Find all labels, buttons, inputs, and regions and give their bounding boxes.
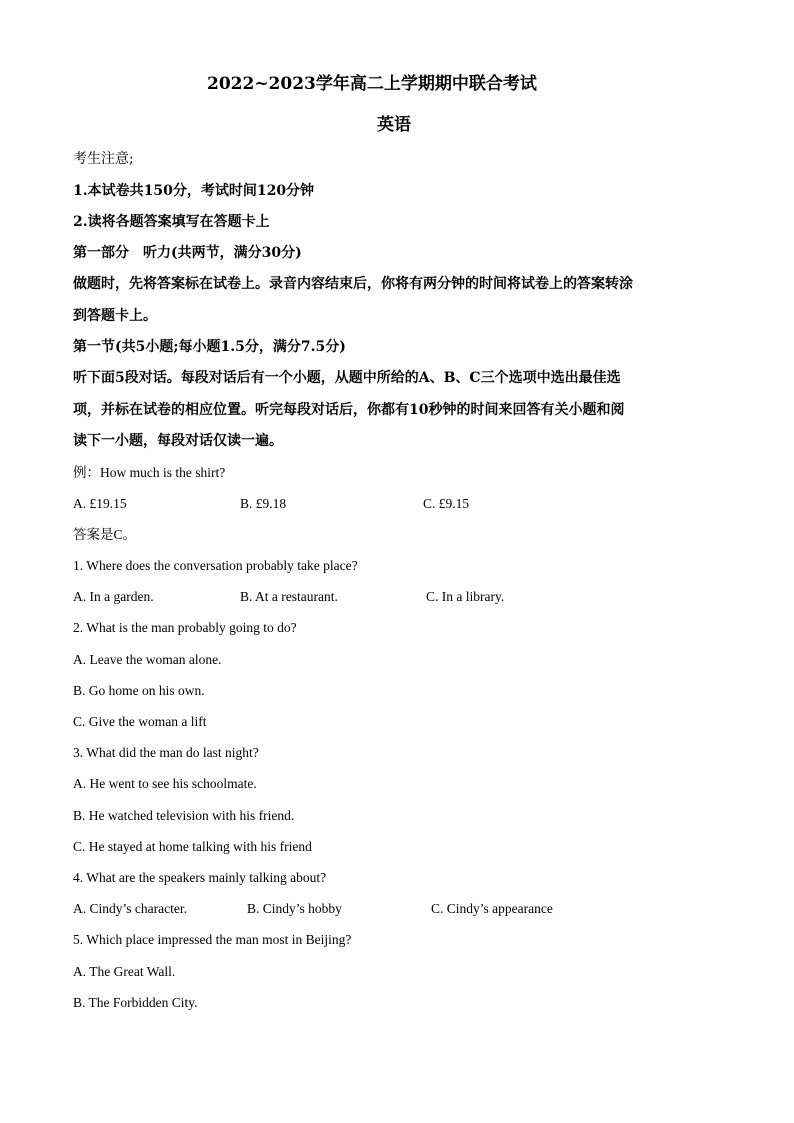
notice-item: 1.本试卷共150分，考试时间120分钟 [73, 183, 315, 199]
question-option: A. In a garden. [73, 589, 154, 604]
part1-heading: 第一部分 听力(共两节，满分30分) [73, 245, 302, 261]
section1-instruction-line: 项，并标在试卷的相应位置。听完每段对话后，你都有10秒钟的时间来回答有关小题和阅 [73, 402, 625, 418]
question-1: 1. Where does the conversation probably take place? [73, 558, 358, 573]
example-option: B. £9.18 [240, 496, 287, 511]
example-question: 例：How much is the shirt? [73, 465, 226, 480]
question-5: 5. Which place impressed the man most in Beijing? [73, 932, 352, 947]
question-option: B. The Forbidden City. [73, 995, 198, 1010]
exam-title: 2022~2023学年高二上学期期中联合考试 [207, 74, 537, 94]
question-option: B. He watched television with his friend. [73, 808, 295, 823]
question-option: C. In a library. [426, 589, 505, 604]
question-option: C. He stayed at home talking with his friend [73, 839, 312, 854]
example-option: A. £19.15 [73, 496, 127, 511]
section1-instruction-line: 读下一小题，每段对话仅读一遍。 [73, 433, 283, 449]
question-option: C. Cindy’s appearance [431, 901, 553, 916]
question-option: A. Cindy’s character. [73, 901, 187, 916]
exam-subject: 英语 [377, 115, 411, 135]
example-answer: 答案是C。 [73, 527, 137, 542]
question-option: A. The Great Wall. [73, 964, 176, 979]
question-option: B. At a restaurant. [240, 589, 338, 604]
notice-heading: 考生注意; [73, 151, 134, 167]
question-option: B. Cindy’s hobby [247, 901, 342, 916]
question-option: B. Go home on his own. [73, 683, 205, 698]
question-4: 4. What are the speakers mainly talking about? [73, 870, 327, 885]
question-option: A. Leave the woman alone. [73, 652, 222, 667]
example-option: C. £9.15 [423, 496, 470, 511]
section1-heading: 第一节(共5小题;每小题1.5分，满分7.5分) [73, 339, 346, 355]
part1-instruction-line: 到答题卡上。 [73, 308, 157, 324]
question-2: 2. What is the man probably going to do? [73, 620, 297, 635]
question-option: A. He went to see his schoolmate. [73, 776, 257, 791]
section1-instruction-line: 听下面5段对话。每段对话后有一个小题，从题中所给的A、B、C三个选项中选出最佳选 [73, 370, 621, 386]
question-3: 3. What did the man do last night? [73, 745, 259, 760]
part1-instruction-line: 做题时，先将答案标在试卷上。录音内容结束后，你将有两分钟的时间将试卷上的答案转涂 [73, 276, 633, 292]
question-option: C. Give the woman a lift [73, 714, 207, 729]
notice-item: 2.读将各题答案填写在答题卡上 [73, 214, 270, 230]
